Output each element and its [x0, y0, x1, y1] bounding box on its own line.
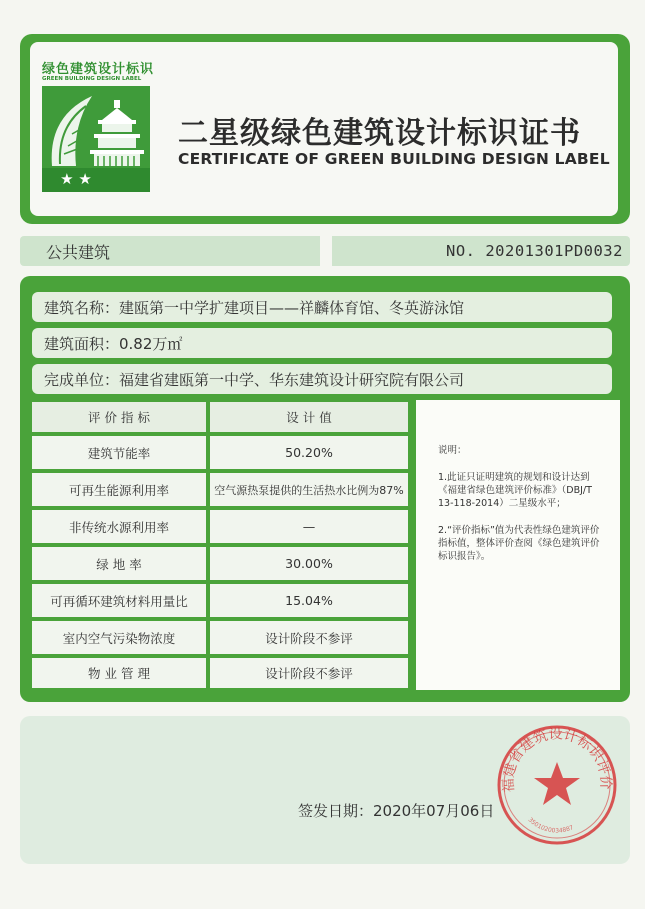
- notes-title: 说明：: [438, 445, 467, 456]
- official-seal: [492, 720, 622, 850]
- seal-stamp-icon: [492, 720, 622, 850]
- note-2: 2.“评价指标”值为代表性绿色建筑评价指标值，整体评价查阅《绿色建筑评价标识报告》。: [438, 525, 600, 562]
- logo-title-en: GREEN BUILDING DESIGN LABEL: [42, 76, 142, 82]
- table-row-indicator: 绿 地 率: [32, 547, 206, 580]
- table-row-indicator: 可再生能源利用率: [32, 473, 206, 506]
- table-row-value: 15.04%: [210, 584, 408, 617]
- note-1: 1.此证只证明建筑的规划和设计达到《福建省绿色建筑评价标准》（DBJ/T 13-118-2014）二星级水平；: [438, 472, 592, 509]
- logo-title-cn: 绿色建筑设计标识: [42, 62, 155, 77]
- certificate-title-en: CERTIFICATE OF GREEN BUILDING DESIGN LABEL: [178, 150, 610, 168]
- table-row-indicator: 建筑节能率: [32, 436, 206, 469]
- table-row-value: 设计阶段不参评: [210, 658, 408, 688]
- building-category: 公共建筑: [46, 243, 111, 262]
- table-row-value: 空气源热泵提供的生活热水比例为87%: [210, 473, 408, 506]
- table-header-indicator: 评 价 指 标: [32, 402, 206, 432]
- seal-number: 3501020034887: [526, 816, 575, 835]
- table-row-indicator: 室内空气污染物浓度: [32, 621, 206, 654]
- issue-date: 签发日期：2020年07月06日: [298, 802, 495, 820]
- seal-text: 福建省建筑设计标识评价: [500, 726, 614, 793]
- table-row-value: 50.20%: [210, 436, 408, 469]
- certificate-number: NO. 20201301PD0032: [446, 242, 623, 260]
- notes-panel: [416, 400, 620, 690]
- building-name: 建筑名称：建瓯第一中学扩建项目——祥麟体育馆、冬英游泳馆: [44, 299, 465, 317]
- evaluation-table: [30, 400, 410, 690]
- building-area: 建筑面积：0.82万㎡: [44, 335, 183, 353]
- table-row-value: —: [210, 510, 408, 543]
- certificate-title-cn: 二星级绿色建筑设计标识证书: [178, 116, 581, 151]
- completion-unit: 完成单位：福建省建瓯第一中学、华东建筑设计研究院有限公司: [44, 371, 465, 389]
- table-row-indicator: 非传统水源利用率: [32, 510, 206, 543]
- svg-text:3501020034887: [527, 816, 575, 834]
- table-row-value: 30.00%: [210, 547, 408, 580]
- table-header-value: 设 计 值: [210, 402, 408, 432]
- table-row-indicator: 物 业 管 理: [32, 658, 206, 688]
- star-rating-icon: ★ ★: [60, 170, 92, 188]
- table-row-value: 设计阶段不参评: [210, 621, 408, 654]
- table-row-indicator: 可再循环建筑材料用量比: [32, 584, 206, 617]
